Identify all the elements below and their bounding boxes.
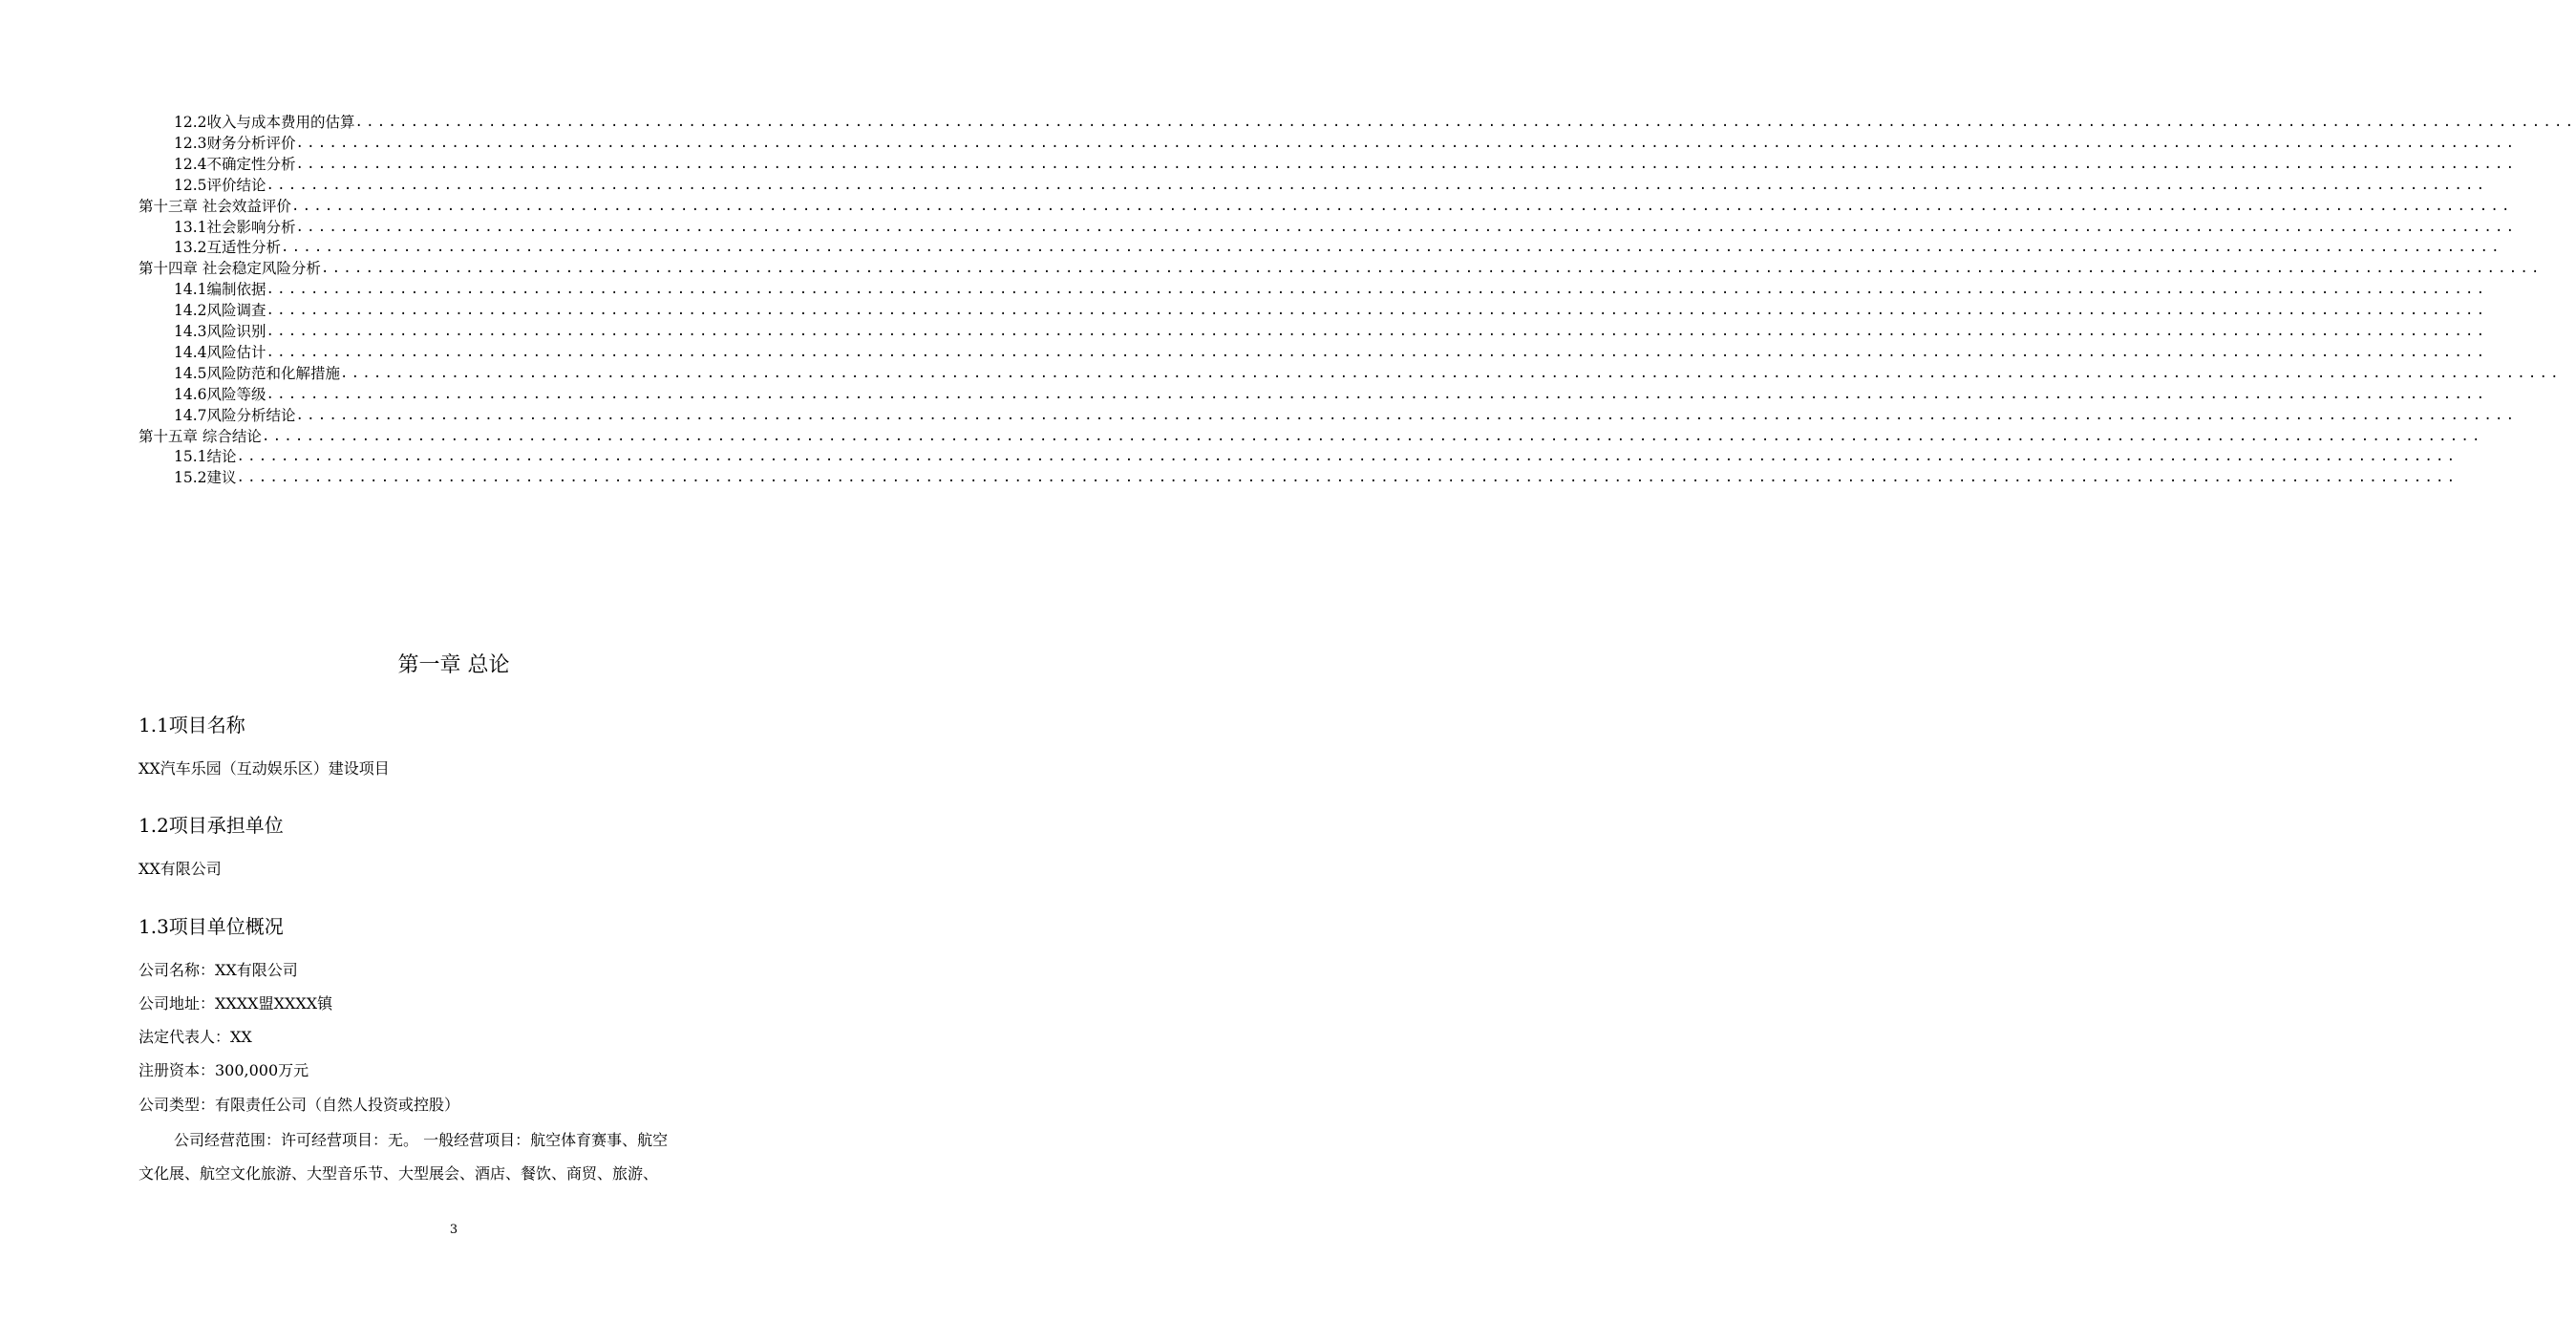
- toc-entry-label: 14.4风险估计: [174, 343, 266, 361]
- company-address-line: 公司地址：XXXX盟XXXX镇: [138, 994, 333, 1013]
- toc-leader-dots: ........................................................................................................................................................................................................: [266, 303, 2488, 319]
- toc-entry-label: 第十五章 综合结论: [138, 427, 262, 445]
- toc-entry-label: 14.3风险识别: [174, 323, 266, 340]
- toc-leader-dots: ........................................................................................................................................................................................................: [295, 135, 2518, 151]
- toc-entry-label: 13.1社会影响分析: [174, 218, 296, 236]
- toc-entry[interactable]: [174, 237, 2502, 258]
- toc-entry-label: 14.5风险防范和化解措施: [174, 364, 341, 382]
- section-heading-1-3: 1.3项目单位概况: [138, 915, 284, 938]
- toc-leader-dots: ........................................................................................................................................................................................................: [295, 219, 2518, 235]
- toc-entry-label: 15.1结论: [174, 448, 237, 466]
- toc-leader-dots: ........................................................................................................................................................................................................: [295, 156, 2518, 172]
- toc-entry[interactable]: [138, 426, 2483, 447]
- business-scope-line-1: 公司经营范围：许可经营项目：无。 一般经营项目：航空体育赛事、航空: [174, 1131, 669, 1149]
- toc-entry[interactable]: [174, 112, 2576, 133]
- company-type-line: 公司类型：有限责任公司（自然人投资或控股）: [138, 1096, 460, 1114]
- project-unit-text: XX有限公司: [138, 860, 222, 878]
- toc-entry-label: 12.4不确定性分析: [174, 155, 296, 173]
- toc-entry[interactable]: [174, 384, 2488, 405]
- toc-leader-dots: ........................................................................................................................................................................................................: [290, 198, 2513, 214]
- toc-entry[interactable]: [174, 342, 2488, 363]
- toc-entry[interactable]: [174, 279, 2488, 300]
- toc-leader-dots: ........................................................................................................................................................................................................: [236, 470, 2459, 486]
- toc-entry-label: 第十三章 社会效益评价: [138, 197, 291, 215]
- toc-entry-label: 15.2建议: [174, 469, 237, 487]
- toc-entry[interactable]: [174, 217, 2518, 238]
- toc-leader-dots: ........................................................................................................................................................................................................: [266, 177, 2488, 193]
- toc-entry-label: 14.1编制依据: [174, 281, 266, 299]
- toc-leader-dots: ........................................................................................................................................................................................................: [320, 261, 2543, 277]
- toc-entry-label: 12.2收入与成本费用的估算: [174, 114, 355, 131]
- toc-entry[interactable]: [174, 446, 2459, 467]
- toc-entry[interactable]: [174, 154, 2518, 175]
- toc-entry-label: 13.2互适性分析: [174, 239, 282, 257]
- page-number: 3: [449, 1223, 458, 1237]
- toc-entry[interactable]: [174, 175, 2488, 196]
- toc-entry-label: 14.2风险调查: [174, 302, 266, 320]
- toc-entry-label: 第十四章 社会稳定风险分析: [138, 260, 321, 278]
- toc-leader-dots: ........................................................................................................................................................................................................: [236, 449, 2459, 465]
- toc-leader-dots: ........................................................................................................................................................................................................: [266, 282, 2488, 298]
- section-heading-1-1: 1.1项目名称: [138, 714, 245, 736]
- toc-entry[interactable]: [174, 133, 2518, 154]
- toc-entry-label: 14.7风险分析结论: [174, 406, 296, 424]
- toc-entry[interactable]: [138, 258, 2543, 279]
- section-heading-1-2: 1.2项目承担单位: [138, 814, 284, 837]
- toc-leader-dots: ........................................................................................................................................................................................................: [295, 407, 2518, 423]
- toc-entry[interactable]: [138, 196, 2513, 217]
- toc-leader-dots: ........................................................................................................................................................................................................: [354, 115, 2576, 130]
- toc-entry[interactable]: [174, 321, 2488, 342]
- business-scope-line-2: 文化展、航空文化旅游、大型音乐节、大型展会、酒店、餐饮、商贸、旅游、: [138, 1164, 659, 1183]
- toc-leader-dots: ........................................................................................................................................................................................................: [266, 344, 2488, 360]
- toc-leader-dots: ........................................................................................................................................................................................................: [266, 386, 2488, 402]
- legal-representative-line: 法定代表人：XX: [138, 1028, 252, 1046]
- toc-entry[interactable]: [174, 467, 2459, 488]
- toc-entry[interactable]: [174, 405, 2518, 426]
- toc-entry[interactable]: [174, 300, 2488, 321]
- toc-entry-label: 12.5评价结论: [174, 176, 266, 194]
- toc-leader-dots: ........................................................................................................................................................................................................: [261, 428, 2483, 444]
- toc-leader-dots: ........................................................................................................................................................................................................: [281, 240, 2502, 256]
- toc-leader-dots: ........................................................................................................................................................................................................: [266, 324, 2488, 339]
- registered-capital-line: 注册资本：300,000万元: [138, 1061, 309, 1079]
- toc-entry-label: 14.6风险等级: [174, 385, 266, 403]
- chapter-title: 第一章 总论: [397, 653, 510, 677]
- project-name-text: XX汽车乐园（互动娱乐区）建设项目: [138, 759, 390, 778]
- company-name-line: 公司名称：XX有限公司: [138, 961, 298, 979]
- toc-entry-label: 12.3财务分析评价: [174, 134, 296, 152]
- toc-entry[interactable]: [174, 363, 2562, 384]
- toc-leader-dots: ........................................................................................................................................................................................................: [340, 365, 2562, 381]
